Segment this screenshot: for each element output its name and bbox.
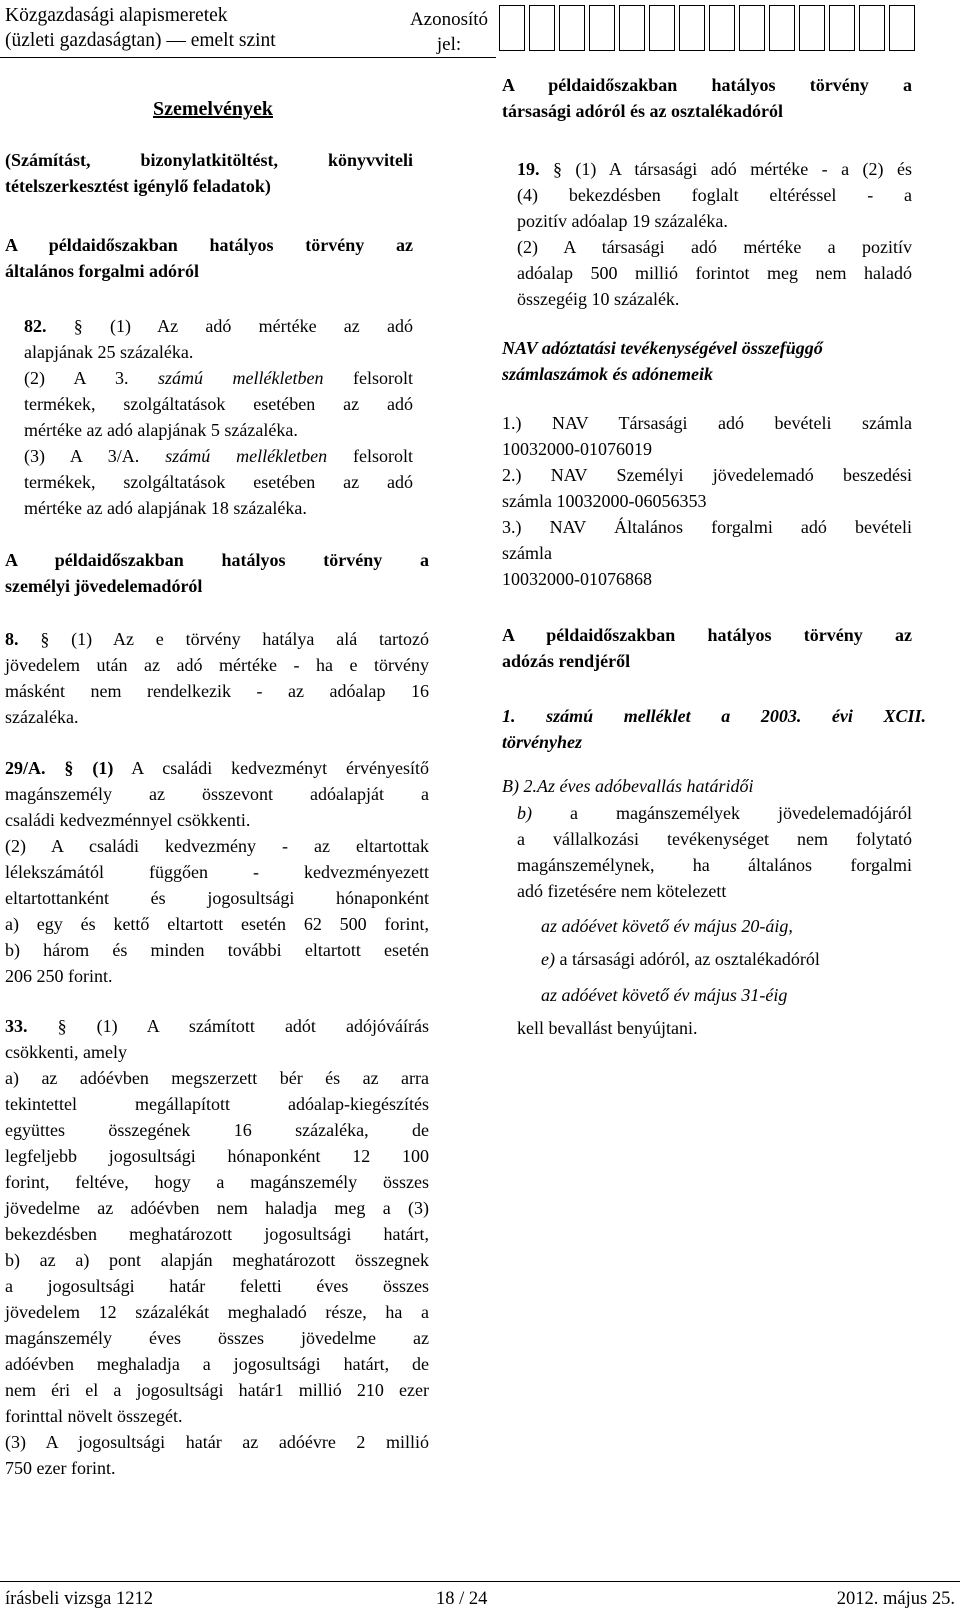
text-line: számla <box>502 543 552 563</box>
afa-section-82 <box>5 313 413 521</box>
text-line: pozitív adóalap 19 százaléka. <box>517 211 728 231</box>
footer-exam-code: írásbeli vizsga 1212 <box>5 1589 153 1609</box>
id-box[interactable] <box>589 5 615 51</box>
text-line: bekezdésben meghatározott jogosultsági határt, <box>5 1224 429 1244</box>
text-line: 82. § (1) Az adó mértéke az adó <box>24 316 413 336</box>
text-line: adóalap 500 millió forintot meg nem haladó <box>517 263 912 283</box>
text-line: másként nem rendelkezik - az adóalap 16 <box>5 681 429 701</box>
text-line: 10032000-01076868 <box>502 569 652 589</box>
text-line: magánszemély az összevont adóalapját a <box>5 784 429 804</box>
text-line: termékek, szolgáltatások esetében az adó <box>24 394 413 414</box>
text-line: legfeljebb jogosultsági hónaponként 12 100 <box>5 1146 429 1166</box>
text-line: magánszemély éves összes jövedelme az <box>5 1328 429 1348</box>
text-line: mértéke az adó alapjának 18 százaléka. <box>24 498 307 518</box>
text-line: (2) A családi kedvezmény - az eltartottak <box>5 836 429 856</box>
text-line: együttes összegének 16 százaléka, de <box>5 1120 429 1140</box>
text-line: 29/A. § (1) A családi kedvezményt érvényesítő <box>5 758 429 778</box>
tao-section-19 <box>517 156 912 312</box>
id-box[interactable] <box>889 5 915 51</box>
text-line: lélekszámától függően - kedvezményezett <box>5 862 429 882</box>
id-box[interactable] <box>619 5 645 51</box>
text-line: (2) A 3. számú mellékletben felsorolt <box>24 368 413 388</box>
text-line: adóévben meghaladja a jogosultsági határt, de <box>5 1354 429 1374</box>
text-line: 750 ezer forint. <box>5 1458 116 1478</box>
id-boxes <box>499 5 919 51</box>
text-line: (4) bekezdésben foglalt eltéréssel - a <box>517 185 912 205</box>
text-line: százaléka. <box>5 707 79 727</box>
id-box[interactable] <box>859 5 885 51</box>
tao-law-title: A példaidőszakban hatályos törvény a társasági adóról és az osztalékadóról <box>502 75 912 121</box>
text-line: b) három és minden további eltartott esetén <box>5 940 429 960</box>
text-line: 33. § (1) A számított adót adójóváírás <box>5 1016 429 1036</box>
nav-accounts-title: NAV adóztatási tevékenységével összefüggő számlaszámok és adónemeik <box>502 338 823 384</box>
text-line: 19. § (1) A társasági adó mértéke - a (2) és <box>517 159 912 179</box>
id-box[interactable] <box>829 5 855 51</box>
szja-section-29a <box>5 755 429 989</box>
art-law-title: A példaidőszakban hatályos törvény az adózás rendjéről <box>502 625 912 671</box>
text-line: (2) A társasági adó mértéke a pozitív <box>517 237 912 257</box>
id-box[interactable] <box>649 5 675 51</box>
text-line: 8. § (1) Az e törvény hatálya alá tartozó <box>5 629 429 649</box>
income-tax-return-b <box>517 800 912 904</box>
text-line: forinttal növelt összegét. <box>5 1406 183 1426</box>
footer-date: 2012. május 25. <box>836 1589 955 1609</box>
text-line: 3.) NAV Általános forgalmi adó bevételi <box>502 517 912 537</box>
text-line: jövedelem után az adó mértéke - ha e törvény <box>5 655 429 675</box>
text-line: b) az a) pont alapján meghatározott összegnek <box>5 1250 429 1270</box>
page-number: 18 / 24 <box>436 1589 488 1609</box>
exam-subject: Közgazdasági alapismeretek (üzleti gazdaságtan) — emelt szint <box>5 5 276 51</box>
text-line: eltartottanként és jogosultsági hónaponként <box>5 888 429 908</box>
id-box[interactable] <box>559 5 585 51</box>
page-header <box>0 0 960 62</box>
afa-law-title: A példaidőszakban hatályos törvény az általános forgalmi adóról <box>5 235 413 281</box>
deadline-heading: B) 2.Az éves adóbevallás határidői <box>502 776 754 796</box>
id-box[interactable] <box>499 5 525 51</box>
text-line: (3) A jogosultsági határ az adóévre 2 millió <box>5 1432 429 1452</box>
id-label: Azonosító jel: <box>409 9 489 55</box>
id-box[interactable] <box>769 5 795 51</box>
szja-section-33 <box>5 1013 429 1481</box>
closing-line: kell bevallást benyújtani. <box>517 1018 698 1038</box>
task-type-note: (Számítást, bizonylatkitöltést, könyvviteli tételszerkesztést igénylő feladatok) <box>5 150 413 196</box>
text-line: a) egy és kettő eltartott esetén 62 500 forint, <box>5 914 429 934</box>
text-line: b) a magánszemélyek jövedelemadójáról <box>517 803 912 823</box>
footer-rule <box>0 1581 960 1582</box>
text-line: magánszemélynek, ha általános forgalmi <box>517 855 912 875</box>
text-line: adó fizetésére nem kötelezett <box>517 881 727 901</box>
text-line: 1.) NAV Társasági adó bevételi számla <box>502 413 912 433</box>
text-line: termékek, szolgáltatások esetében az adó <box>24 472 413 492</box>
text-line: jövedelme az adóévben nem haladja meg a (3) <box>5 1198 429 1218</box>
id-box[interactable] <box>709 5 735 51</box>
text-line: tekintettel megállapított adóalap-kiegészítés <box>5 1094 429 1114</box>
nav-account-list <box>502 410 912 592</box>
text-line: a) az adóévben megszerzett bér és az arra <box>5 1068 429 1088</box>
text-line: 206 250 forint. <box>5 966 113 986</box>
text-line: a jogosultsági határ feletti éves összes <box>5 1276 429 1296</box>
id-box[interactable] <box>739 5 765 51</box>
text-line: 2.) NAV Személyi jövedelemadó beszedési <box>502 465 912 485</box>
text-line: nem éri el a jogosultsági határ1 millió 210 ezer <box>5 1380 429 1400</box>
id-box[interactable] <box>679 5 705 51</box>
corporate-tax-return-e: e) a társasági adóról, az osztalékadóról <box>541 949 820 969</box>
id-box[interactable] <box>529 5 555 51</box>
text-line: mértéke az adó alapjának 5 százaléka. <box>24 420 298 440</box>
text-line: jövedelem 12 százalékát meghaladó része, ha a <box>5 1302 429 1322</box>
header-rule <box>0 57 496 58</box>
text-line: 10032000-01076019 <box>502 439 652 459</box>
szja-section-8 <box>5 626 429 730</box>
text-line: csökkenti, amely <box>5 1042 127 1062</box>
text-line: összegéig 10 százalék. <box>517 289 680 309</box>
szja-law-title: A példaidőszakban hatályos törvény a személyi jövedelemadóról <box>5 550 429 596</box>
text-line: családi kedvezménnyel csökkenti. <box>5 810 251 830</box>
deadline-may-20: az adóévet követő év május 20-áig, <box>541 916 793 936</box>
text-line: számla 10032000-06056353 <box>502 491 707 511</box>
section-title: Szemelvények <box>153 98 273 120</box>
text-line: (3) A 3/A. számú mellékletben felsorolt <box>24 446 413 466</box>
text-line: a vállalkozási tevékenységet nem folytató <box>517 829 912 849</box>
text-line: forint, feltéve, hogy a magánszemély összes <box>5 1172 429 1192</box>
deadline-may-31: az adóévet követő év május 31-éig <box>541 985 788 1005</box>
text-line: alapjának 25 százaléka. <box>24 342 194 362</box>
annex-title: 1. számú melléklet a 2003. évi XCII. törvényhez <box>502 706 926 752</box>
id-box[interactable] <box>799 5 825 51</box>
